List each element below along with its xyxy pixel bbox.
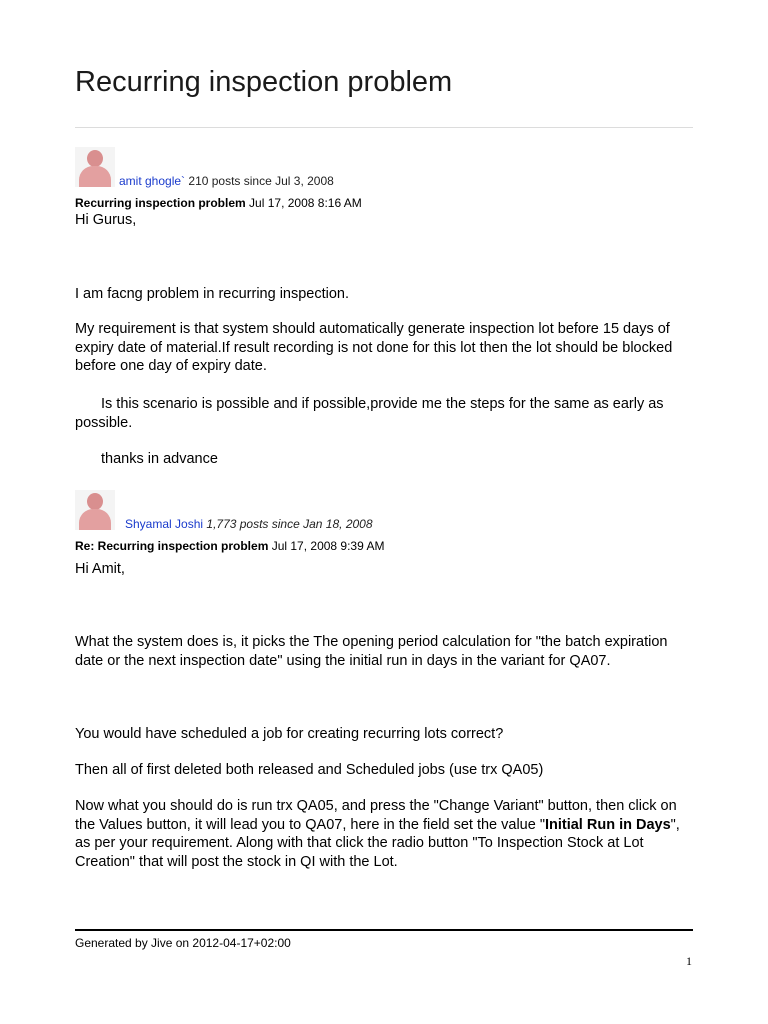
- post-paragraph: Then all of first deleted both released and Scheduled jobs (use trx QA05): [75, 762, 544, 778]
- post-author-line: [119, 174, 334, 188]
- post-paragraph: What the system does is, it picks the The opening period calculation for "the batch expiration date or the next inspection date" using the initial run in days in the variant for QA07.: [75, 634, 668, 669]
- avatar-icon[interactable]: [75, 490, 115, 530]
- post-paragraph: Is this scenario is possible and if possible,provide me the steps for the same as early as possible.: [75, 396, 664, 431]
- author-post-count: 210 posts since Jul 3, 2008: [188, 174, 334, 188]
- title-divider: [75, 127, 693, 128]
- author-link[interactable]: amit ghogle`: [119, 174, 186, 188]
- post-paragraph-steps: [75, 797, 695, 871]
- steps-text-start: Now what you should do is run trx QA05, and press the "Change Variant" button, then click on the Values button, it will lead you to QA07, here in the field set the value ": [75, 798, 677, 833]
- post-date: Jul 17, 2008 8:16 AM: [249, 196, 362, 210]
- post-header: [75, 539, 384, 553]
- page-title: Recurring inspection problem: [75, 66, 453, 98]
- author-post-count: 1,773 posts since Jan 18, 2008: [206, 517, 373, 531]
- post-header: [75, 196, 362, 210]
- page-number: 1: [686, 954, 692, 968]
- post-date: Jul 17, 2008 9:39 AM: [271, 539, 385, 553]
- author-link[interactable]: Shyamal Joshi: [125, 517, 204, 531]
- steps-text-end: ", as per your requirement. Along with that click the radio button "To Inspection Stock at Lot Creation" that will post the stock in QI with the Lot.: [75, 816, 680, 870]
- footer-divider: [75, 929, 693, 931]
- post-subject: Re: Recurring inspection problem: [75, 539, 269, 553]
- post-greeting: Hi Gurus,: [75, 212, 137, 228]
- post-paragraph: You would have scheduled a job for creating recurring lots correct?: [75, 726, 504, 742]
- steps-field-name: Initial Run in Days: [544, 816, 671, 833]
- post-greeting: Hi Amit,: [75, 561, 125, 577]
- avatar-icon[interactable]: [75, 147, 115, 187]
- footer-generated-text: Generated by Jive on 2012-04-17+02:00: [75, 936, 291, 950]
- post-closing: thanks in advance: [101, 451, 218, 467]
- post-paragraph: I am facng problem in recurring inspection.: [75, 286, 350, 302]
- post-paragraph: My requirement is that system should automatically generate inspection lot before 15 days of expiry date of material.If result recording is not done for this lot then the lot should be blocked before one day of expiry date.: [75, 321, 673, 374]
- post-subject: Recurring inspection problem: [75, 196, 246, 210]
- post-author-line: [125, 517, 373, 531]
